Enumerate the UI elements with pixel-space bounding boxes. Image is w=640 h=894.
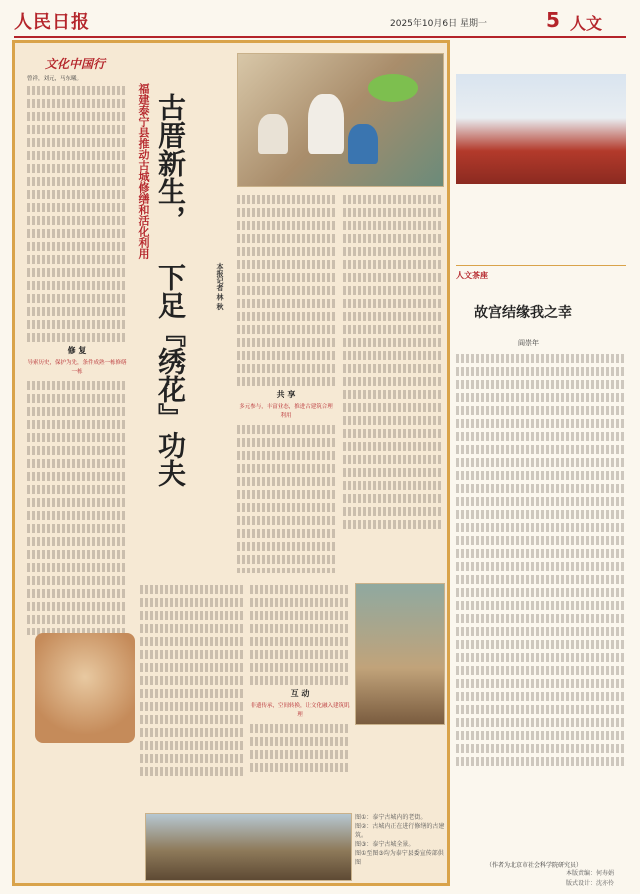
footer-designer: 版式设计：沈亦伶 xyxy=(566,880,615,887)
opera-figure-illustration xyxy=(35,633,135,743)
page-section-name: 人文 xyxy=(570,14,603,33)
footer-editor: 本版责编：何寿娟 xyxy=(566,870,615,877)
photo-making-lantern xyxy=(237,53,444,187)
page-number: 5 xyxy=(546,8,560,32)
figure-adult-shape xyxy=(308,94,344,154)
column-tag: 文化中国行 xyxy=(45,57,106,71)
masthead xyxy=(14,6,626,38)
feature-title-1: 古厝新生， xyxy=(154,93,187,233)
newspaper-logo: 人民日报 xyxy=(14,12,90,33)
caption-2: 图②：古城内正在进行修缮的古建筑。 xyxy=(355,823,445,839)
photo-credit: 图①至图③均为泰宁县委宣传部供图 xyxy=(355,850,444,866)
byline: 本报记者 林 秋 xyxy=(216,263,225,310)
section-subheading-share: 多元参与，丰富业态，推进古建筑合理利用 xyxy=(239,404,333,419)
photo-palace-roof xyxy=(456,74,626,184)
section-heading-restore: 修 复 xyxy=(67,346,87,355)
feature-subtitle: 福建泰宁县推动古城修缮和活化利用 xyxy=(137,83,150,259)
photo-captions xyxy=(355,813,447,867)
section-subheading-restore: 导索历史，保护为先，条件成熟一栋修缮一栋 xyxy=(27,360,127,375)
right-column xyxy=(456,40,626,886)
dateline: 2025年10月6日 星期一 xyxy=(390,19,487,29)
figure-child2-shape xyxy=(348,124,378,164)
mid-text-col-2 xyxy=(343,193,443,573)
caption-3: 图③：泰宁古城全景。 xyxy=(355,841,415,848)
photo-town-panorama xyxy=(145,813,352,881)
essay-body xyxy=(456,352,626,860)
lower-text-col-1 xyxy=(140,583,245,803)
essay-author: 阎崇年 xyxy=(518,339,539,347)
caption-1: 图①：泰宁古城内的老街。 xyxy=(355,814,427,821)
section-heading-interact: 互 动 xyxy=(290,689,310,698)
column-header: 人文茶座 xyxy=(456,270,488,280)
section-subheading-interact: 非遗传承，空间转换，让文化融入建筑肌理 xyxy=(250,703,350,718)
essay-title: 故宫结缘我之幸 xyxy=(474,305,572,321)
feature-panel xyxy=(12,40,450,886)
feature-title-2: 下足『绣花』功夫 xyxy=(154,263,187,487)
lower-text-col-2 xyxy=(250,583,350,803)
author-note: （作者为北京市社会科学院研究员） xyxy=(486,862,583,869)
mid-text-col-1 xyxy=(237,193,335,573)
figure-child-shape xyxy=(258,114,288,154)
section-heading-share: 共 享 xyxy=(276,390,296,399)
fish-lantern-shape xyxy=(368,74,418,102)
photo-old-street xyxy=(355,583,445,725)
left-text-column xyxy=(27,75,127,635)
intro-line: 曾祥，刘元，马东曦。 xyxy=(27,76,83,82)
